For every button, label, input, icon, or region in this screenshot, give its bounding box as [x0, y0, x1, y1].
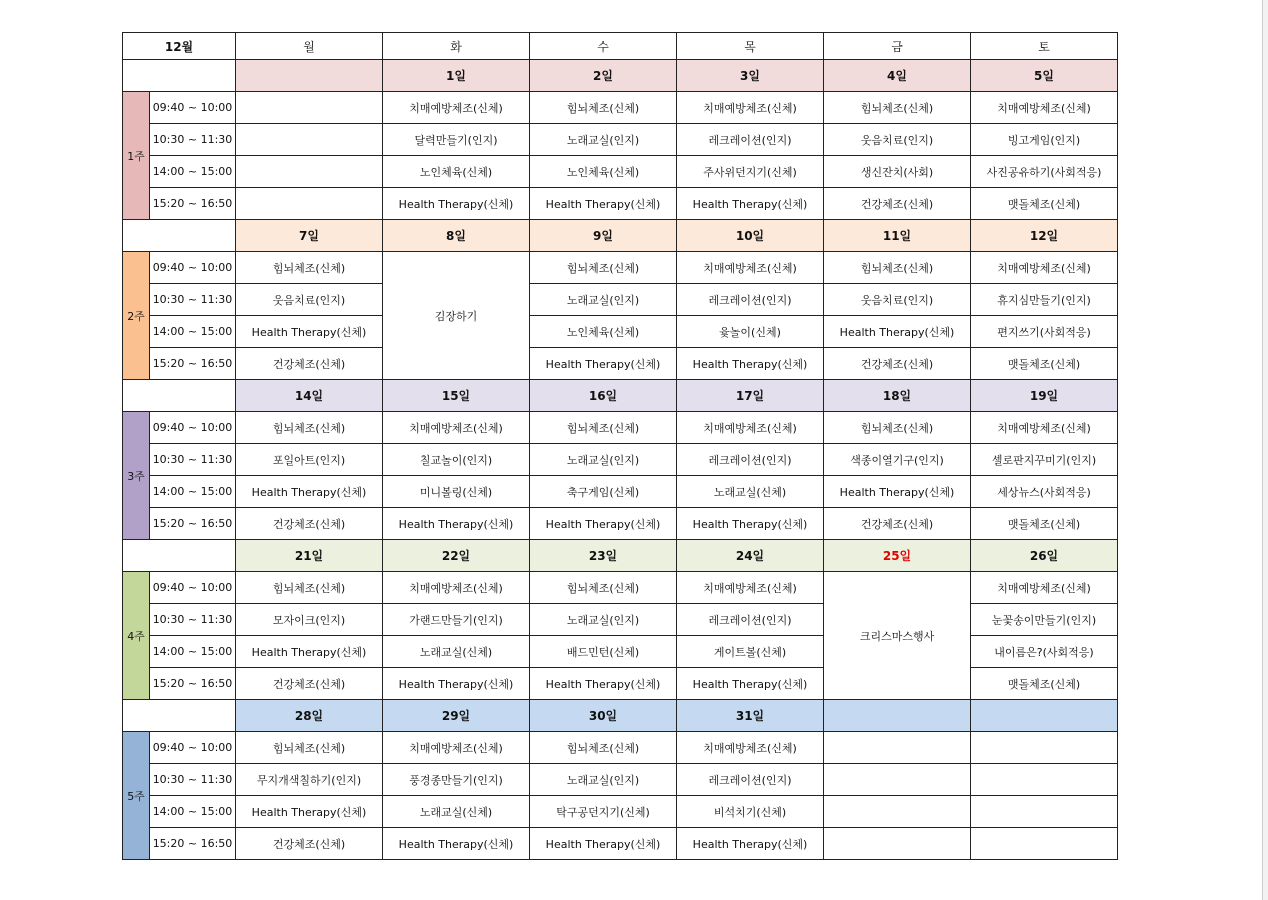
date-cell: 7일: [236, 220, 383, 252]
activity-cell: 가랜드만들기(인지): [383, 604, 530, 636]
activity-cell: Health Therapy(신체): [824, 316, 971, 348]
activity-cell: [236, 188, 383, 220]
date-row-spacer: [123, 700, 236, 732]
activity-cell: 사진공유하기(사회적응): [971, 156, 1118, 188]
special-event-cell: 크리스마스행사: [824, 572, 971, 700]
weekday-header-row: [123, 33, 1118, 60]
date-cell: 29일: [383, 700, 530, 732]
date-cell: 28일: [236, 700, 383, 732]
activity-cell: 맷돌체조(신체): [971, 508, 1118, 540]
activity-cell: 포일아트(인지): [236, 444, 383, 476]
week-label: 1주: [123, 92, 150, 220]
activity-cell: 노래교실(인지): [530, 444, 677, 476]
activity-cell: 노래교실(신체): [383, 796, 530, 828]
time-slot-row: [123, 764, 1118, 796]
activity-cell: 셀로판지꾸미기(인지): [971, 444, 1118, 476]
activity-cell: 빙고게임(인지): [971, 124, 1118, 156]
activity-cell: Health Therapy(신체): [530, 348, 677, 380]
time-cell: 09:40 ~ 10:00: [150, 572, 236, 604]
week-label: 4주: [123, 572, 150, 700]
date-row-spacer: [123, 220, 236, 252]
date-cell: 8일: [383, 220, 530, 252]
activity-cell: [236, 156, 383, 188]
time-slot-row: [123, 284, 1118, 316]
activity-cell: [824, 796, 971, 828]
activity-cell: Health Therapy(신체): [677, 668, 824, 700]
time-slot-row: [123, 732, 1118, 764]
date-cell: 23일: [530, 540, 677, 572]
time-cell: 14:00 ~ 15:00: [150, 316, 236, 348]
date-cell: 5일: [971, 60, 1118, 92]
activity-cell: 노래교실(인지): [530, 604, 677, 636]
date-row: [123, 60, 1118, 92]
time-cell: 15:20 ~ 16:50: [150, 188, 236, 220]
time-cell: 09:40 ~ 10:00: [150, 92, 236, 124]
activity-cell: [236, 124, 383, 156]
month-title: 12월: [123, 33, 236, 60]
activity-cell: [971, 828, 1118, 860]
weekday-header: 목: [677, 33, 824, 60]
activity-cell: 레크레이션(인지): [677, 604, 824, 636]
time-slot-row: [123, 92, 1118, 124]
page-edge: [1262, 0, 1268, 900]
time-cell: 10:30 ~ 11:30: [150, 124, 236, 156]
weekday-header: 금: [824, 33, 971, 60]
activity-cell: 미니볼링(신체): [383, 476, 530, 508]
activity-cell: 건강체조(신체): [824, 348, 971, 380]
time-cell: 09:40 ~ 10:00: [150, 732, 236, 764]
time-slot-row: [123, 156, 1118, 188]
activity-cell: Health Therapy(신체): [677, 508, 824, 540]
activity-cell: 치매예방체조(신체): [383, 92, 530, 124]
activity-cell: Health Therapy(신체): [236, 636, 383, 668]
activity-cell: 치매예방체조(신체): [677, 572, 824, 604]
date-cell: 12일: [971, 220, 1118, 252]
activity-cell: 힘뇌체조(신체): [530, 572, 677, 604]
activity-cell: Health Therapy(신체): [236, 796, 383, 828]
activity-cell: 웃음치료(인지): [824, 284, 971, 316]
date-row-spacer: [123, 60, 236, 92]
activity-cell: 건강체조(신체): [236, 508, 383, 540]
activity-cell: [971, 796, 1118, 828]
time-cell: 10:30 ~ 11:30: [150, 764, 236, 796]
activity-cell: [824, 732, 971, 764]
activity-cell: 색종이열기구(인지): [824, 444, 971, 476]
date-row-spacer: [123, 540, 236, 572]
date-cell: 16일: [530, 380, 677, 412]
activity-cell: 눈꽃송이만들기(인지): [971, 604, 1118, 636]
date-cell: [824, 700, 971, 732]
time-slot-row: [123, 444, 1118, 476]
activity-cell: 노인체육(신체): [530, 156, 677, 188]
time-cell: 10:30 ~ 11:30: [150, 444, 236, 476]
date-cell: 14일: [236, 380, 383, 412]
activity-cell: 무지개색칠하기(인지): [236, 764, 383, 796]
week-label: 3주: [123, 412, 150, 540]
week-label: 2주: [123, 252, 150, 380]
time-cell: 14:00 ~ 15:00: [150, 156, 236, 188]
activity-cell: 노래교실(인지): [530, 284, 677, 316]
time-cell: 15:20 ~ 16:50: [150, 668, 236, 700]
activity-cell: 달력만들기(인지): [383, 124, 530, 156]
time-slot-row: [123, 796, 1118, 828]
activity-cell: Health Therapy(신체): [677, 828, 824, 860]
date-cell: 9일: [530, 220, 677, 252]
activity-cell: 치매예방체조(신체): [383, 572, 530, 604]
time-cell: 10:30 ~ 11:30: [150, 284, 236, 316]
date-cell: 31일: [677, 700, 824, 732]
activity-cell: 건강체조(신체): [824, 508, 971, 540]
date-cell: 3일: [677, 60, 824, 92]
activity-cell: 건강체조(신체): [824, 188, 971, 220]
activity-cell: [236, 92, 383, 124]
date-cell: 11일: [824, 220, 971, 252]
date-cell: 17일: [677, 380, 824, 412]
activity-cell: 배드민턴(신체): [530, 636, 677, 668]
activity-cell: 힘뇌체조(신체): [824, 412, 971, 444]
activity-cell: 생신잔치(사회): [824, 156, 971, 188]
date-cell: 2일: [530, 60, 677, 92]
date-cell: 21일: [236, 540, 383, 572]
activity-cell: 윷놀이(신체): [677, 316, 824, 348]
activity-cell: 맷돌체조(신체): [971, 348, 1118, 380]
monthly-schedule-table: [122, 32, 1118, 860]
activity-cell: 레크레이션(인지): [677, 124, 824, 156]
date-row: [123, 540, 1118, 572]
weekday-header: 수: [530, 33, 677, 60]
activity-cell: Health Therapy(신체): [530, 188, 677, 220]
activity-cell: 건강체조(신체): [236, 348, 383, 380]
activity-cell: Health Therapy(신체): [824, 476, 971, 508]
time-cell: 15:20 ~ 16:50: [150, 828, 236, 860]
activity-cell: 치매예방체조(신체): [971, 92, 1118, 124]
date-cell: 25일: [824, 540, 971, 572]
activity-cell: 노래교실(신체): [383, 636, 530, 668]
activity-cell: 레크레이션(인지): [677, 764, 824, 796]
time-cell: 15:20 ~ 16:50: [150, 508, 236, 540]
activity-cell: Health Therapy(신체): [383, 188, 530, 220]
activity-cell: 게이트볼(신체): [677, 636, 824, 668]
activity-cell: Health Therapy(신체): [530, 828, 677, 860]
activity-cell: 노인체육(신체): [530, 316, 677, 348]
activity-cell: 모자이크(인지): [236, 604, 383, 636]
time-slot-row: [123, 476, 1118, 508]
time-slot-row: [123, 508, 1118, 540]
time-slot-row: [123, 828, 1118, 860]
activity-cell: 힘뇌체조(신체): [530, 732, 677, 764]
time-slot-row: [123, 412, 1118, 444]
time-cell: 10:30 ~ 11:30: [150, 604, 236, 636]
activity-cell: Health Therapy(신체): [677, 348, 824, 380]
activity-cell: 치매예방체조(신체): [971, 412, 1118, 444]
activity-cell: 레크레이션(인지): [677, 444, 824, 476]
activity-cell: 노인체육(신체): [383, 156, 530, 188]
date-cell: 24일: [677, 540, 824, 572]
time-cell: 14:00 ~ 15:00: [150, 796, 236, 828]
activity-cell: 치매예방체조(신체): [971, 572, 1118, 604]
activity-cell: Health Therapy(신체): [236, 476, 383, 508]
time-slot-row: [123, 316, 1118, 348]
date-row-spacer: [123, 380, 236, 412]
activity-cell: Health Therapy(신체): [530, 668, 677, 700]
activity-cell: [971, 732, 1118, 764]
activity-cell: [824, 764, 971, 796]
time-cell: 14:00 ~ 15:00: [150, 636, 236, 668]
activity-cell: 치매예방체조(신체): [677, 92, 824, 124]
date-cell: 18일: [824, 380, 971, 412]
activity-cell: 내이름은?(사회적응): [971, 636, 1118, 668]
activity-cell: 치매예방체조(신체): [383, 412, 530, 444]
activity-cell: 휴지심만들기(인지): [971, 284, 1118, 316]
activity-cell: 축구게임(신체): [530, 476, 677, 508]
activity-cell: [824, 828, 971, 860]
activity-cell: Health Therapy(신체): [677, 188, 824, 220]
activity-cell: 세상뉴스(사회적응): [971, 476, 1118, 508]
activity-cell: 건강체조(신체): [236, 828, 383, 860]
date-cell: 1일: [383, 60, 530, 92]
activity-cell: 주사위던지기(신체): [677, 156, 824, 188]
date-cell: [971, 700, 1118, 732]
time-slot-row: [123, 572, 1118, 604]
date-cell: 30일: [530, 700, 677, 732]
activity-cell: 웃음치료(인지): [824, 124, 971, 156]
date-cell: [236, 60, 383, 92]
activity-cell: 힘뇌체조(신체): [530, 92, 677, 124]
date-cell: 15일: [383, 380, 530, 412]
activity-cell: 건강체조(신체): [236, 668, 383, 700]
activity-cell: 탁구공던지기(신체): [530, 796, 677, 828]
activity-cell: Health Therapy(신체): [383, 668, 530, 700]
activity-cell: 풍경종만들기(인지): [383, 764, 530, 796]
activity-cell: 치매예방체조(신체): [383, 732, 530, 764]
activity-cell: 레크레이션(인지): [677, 284, 824, 316]
activity-cell: 치매예방체조(신체): [971, 252, 1118, 284]
weekday-header: 화: [383, 33, 530, 60]
activity-cell: 힘뇌체조(신체): [530, 412, 677, 444]
activity-cell: 치매예방체조(신체): [677, 412, 824, 444]
activity-cell: 편지쓰기(사회적응): [971, 316, 1118, 348]
date-cell: 26일: [971, 540, 1118, 572]
date-cell: 22일: [383, 540, 530, 572]
time-cell: 14:00 ~ 15:00: [150, 476, 236, 508]
activity-cell: Health Therapy(신체): [530, 508, 677, 540]
activity-cell: 노래교실(신체): [677, 476, 824, 508]
date-cell: 19일: [971, 380, 1118, 412]
activity-cell: Health Therapy(신체): [383, 828, 530, 860]
activity-cell: Health Therapy(신체): [236, 316, 383, 348]
date-row: [123, 700, 1118, 732]
special-event-cell: 김장하기: [383, 252, 530, 380]
activity-cell: 비석치기(신체): [677, 796, 824, 828]
activity-cell: [971, 764, 1118, 796]
activity-cell: 힘뇌체조(신체): [824, 92, 971, 124]
date-cell: 4일: [824, 60, 971, 92]
activity-cell: 치매예방체조(신체): [677, 252, 824, 284]
weekday-header: 토: [971, 33, 1118, 60]
time-cell: 09:40 ~ 10:00: [150, 412, 236, 444]
activity-cell: 힘뇌체조(신체): [824, 252, 971, 284]
activity-cell: Health Therapy(신체): [383, 508, 530, 540]
date-row: [123, 220, 1118, 252]
time-slot-row: [123, 124, 1118, 156]
activity-cell: 힘뇌체조(신체): [236, 732, 383, 764]
activity-cell: 힘뇌체조(신체): [236, 412, 383, 444]
activity-cell: 칠교놀이(인지): [383, 444, 530, 476]
activity-cell: 치매예방체조(신체): [677, 732, 824, 764]
activity-cell: 힘뇌체조(신체): [236, 572, 383, 604]
time-slot-row: [123, 188, 1118, 220]
date-row: [123, 380, 1118, 412]
activity-cell: 힘뇌체조(신체): [530, 252, 677, 284]
activity-cell: 노래교실(인지): [530, 124, 677, 156]
time-slot-row: [123, 348, 1118, 380]
activity-cell: 맷돌체조(신체): [971, 188, 1118, 220]
activity-cell: 맷돌체조(신체): [971, 668, 1118, 700]
weekday-header: 월: [236, 33, 383, 60]
time-cell: 15:20 ~ 16:50: [150, 348, 236, 380]
time-cell: 09:40 ~ 10:00: [150, 252, 236, 284]
activity-cell: 웃음치료(인지): [236, 284, 383, 316]
time-slot-row: [123, 252, 1118, 284]
activity-cell: 노래교실(인지): [530, 764, 677, 796]
activity-cell: 힘뇌체조(신체): [236, 252, 383, 284]
date-cell: 10일: [677, 220, 824, 252]
week-label: 5주: [123, 732, 150, 860]
